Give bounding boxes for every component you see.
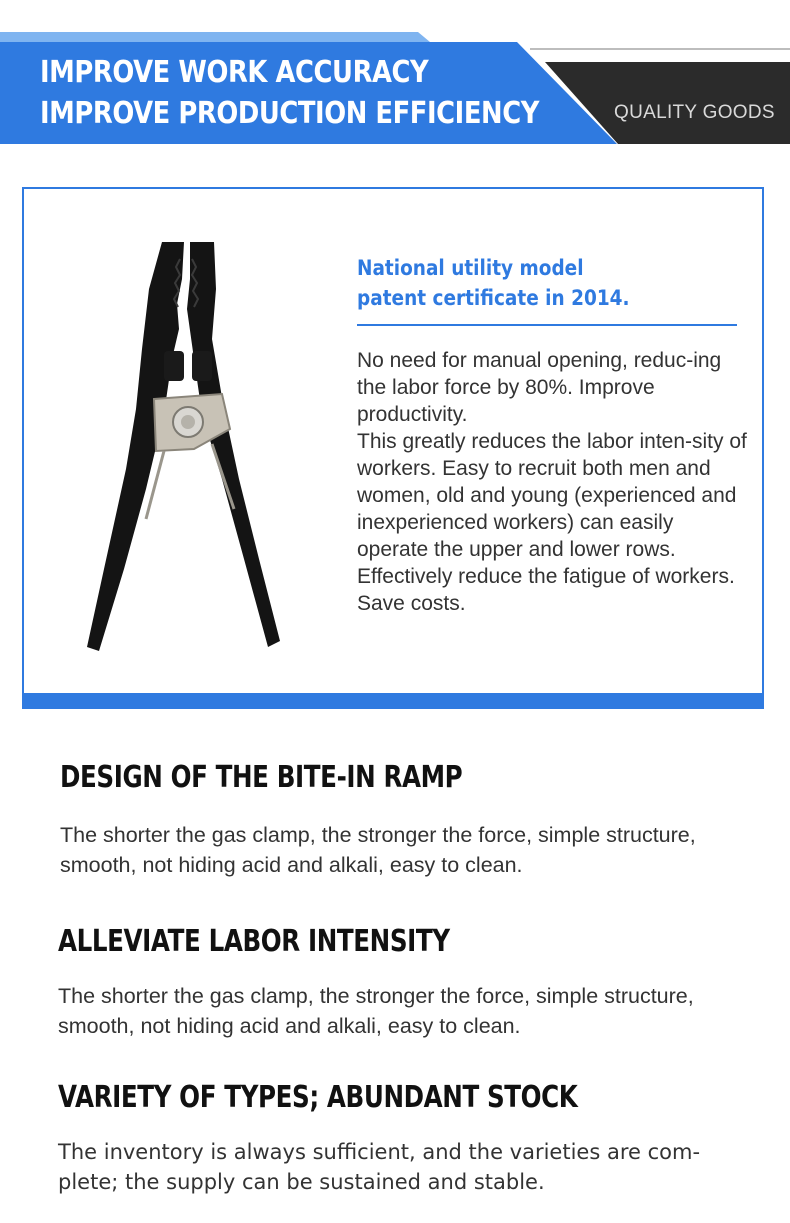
- section-title-variety-stock: VARIETY OF TYPES; ABUNDANT STOCK: [58, 1080, 578, 1115]
- header-banner: [0, 0, 790, 150]
- section-title-labor-intensity: ALLEVIATE LABOR INTENSITY: [58, 924, 450, 959]
- card-footer-bar: [24, 693, 762, 707]
- quality-tag: QUALITY GOODS: [614, 102, 775, 123]
- section-text-variety-stock: The inventory is always sufficient, and the varieties are com-plete; the supply can be sustained and stable.: [58, 1140, 701, 1194]
- banner-headline-1: IMPROVE WORK ACCURACY: [40, 55, 429, 90]
- patent-paragraph: This greatly reduces the labor inten-sity of workers. Easy to recruit both men and women, old and young (experienced and inexperienced workers) can easily operate the upper and lower rows. Effectively reduce the fatigue of workers. Save costs.: [357, 430, 747, 615]
- clamp-product-image: [84, 239, 284, 659]
- patent-paragraph: No need for manual opening, reduc-ing the labor force by 80%. Improve productivity.: [357, 349, 722, 426]
- patent-card: [22, 187, 764, 709]
- patent-title: National utility model patent certificate in 2014.: [357, 256, 630, 310]
- patent-description: [357, 347, 747, 617]
- patent-divider: [357, 324, 737, 326]
- section-text-bite-in-ramp: The shorter the gas clamp, the stronger the force, simple structure, smooth, not hiding acid and alkali, easy to clean.: [60, 823, 696, 877]
- banner-headline-2: IMPROVE PRODUCTION EFFICIENCY: [40, 96, 539, 131]
- section-text-labor-intensity: The shorter the gas clamp, the stronger the force, simple structure, smooth, not hiding acid and alkali, easy to clean.: [58, 984, 694, 1038]
- section-title-bite-in-ramp: DESIGN OF THE BITE-IN RAMP: [60, 760, 463, 795]
